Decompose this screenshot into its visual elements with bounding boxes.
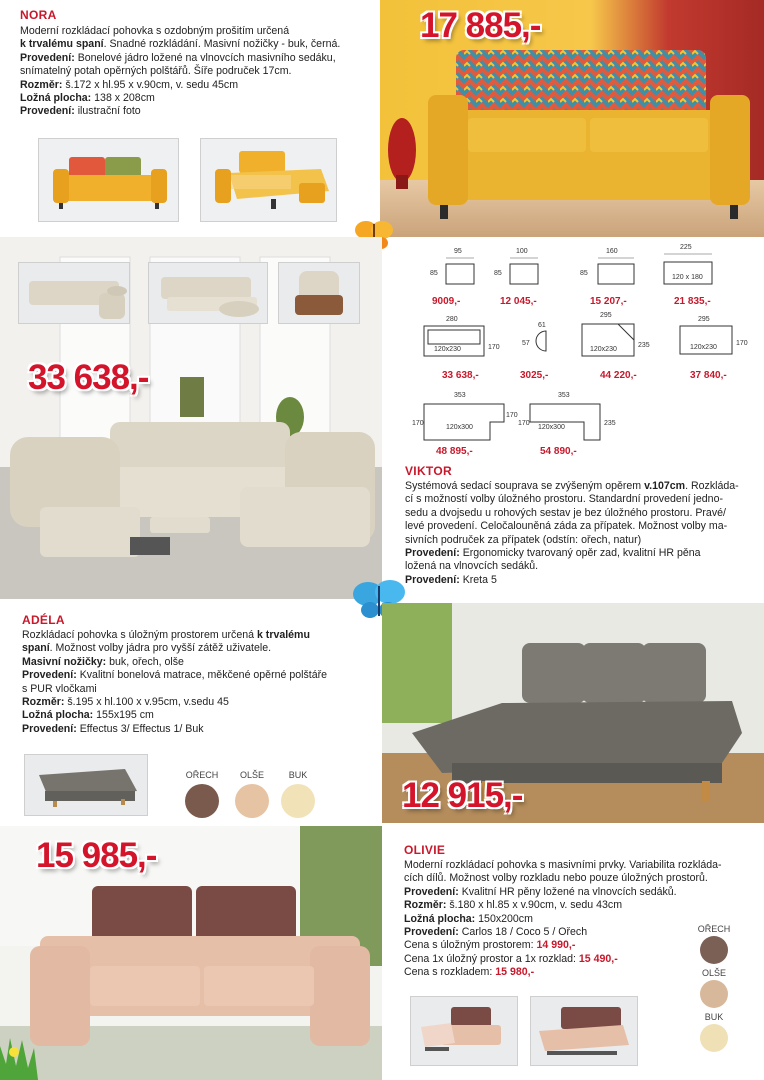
- swatch-label: BUK: [704, 1012, 724, 1022]
- adela-line: Masivní nožičky: buk, ořech, olše: [22, 655, 184, 668]
- viktor-line: cí s možností volby úložného prostoru. Standardní provedení jedno-: [405, 493, 723, 506]
- adela-price: 12 915,-: [402, 776, 523, 815]
- olivie-line: Provedení: Kvalitní HR pěny ložené na vlnovcích sedáků.: [404, 885, 677, 898]
- config-price: 21 835,-: [674, 296, 711, 307]
- adela-line: s PUR vločkami: [22, 682, 97, 695]
- config-width: 295: [698, 316, 710, 323]
- viktor-line: Provedení: Ergonomicky tvarovaný opěr zad, kvalitní HR pěna: [405, 547, 701, 560]
- adela-line: Ložná plocha: 155x195 cm: [22, 709, 154, 722]
- config-width: 353: [454, 392, 466, 399]
- nora-thumb-open: [200, 138, 337, 222]
- config-width: 280: [446, 316, 458, 323]
- config-width: 295: [600, 312, 612, 319]
- olivie-line: Moderní rozkládací pohovka s masivními prvky. Variabilita rozkláda-: [404, 859, 722, 871]
- config-inner: 120x300: [538, 424, 565, 431]
- viktor-line: ložená na vlnovcích sedáků.: [405, 560, 539, 573]
- swatch-beech[interactable]: [700, 1024, 728, 1052]
- swatch-label: OLŠE: [239, 770, 264, 780]
- olivie-line: Provedení: Carlos 18 / Coco 5 / Ořech: [404, 926, 588, 939]
- swatch-walnut[interactable]: [700, 936, 728, 964]
- olivie-line: cích dílů. Možnost volby rozkladu nebo pouze úložných prostorů.: [404, 872, 708, 885]
- config-height: 170: [518, 420, 530, 427]
- config-width: 225: [680, 244, 692, 251]
- swatch-label: OLŠE: [701, 968, 726, 978]
- adela-line: spaní. Možnost volby jádra pro vyšší zátěž uživatele.: [22, 642, 272, 655]
- config-height: 170: [488, 344, 500, 351]
- config-height: 170: [412, 420, 424, 427]
- swatch-alder[interactable]: [235, 784, 269, 818]
- adela-line: Rozměr: š.195 x hl.100 x v.95cm, v.sedu 45: [22, 696, 229, 709]
- olivie-line: Cena s úložným prostorem: 14 990,-: [404, 939, 576, 952]
- nora-price: 17 885,-: [420, 6, 541, 45]
- config-height: 170: [736, 340, 748, 347]
- viktor-config-diagram: [394, 244, 764, 464]
- config-height: 235: [604, 420, 616, 427]
- viktor-line: sivních područek za přípatek (odstín: ořech, natur): [405, 533, 642, 546]
- viktor-line: levé provedení. Celočalouněná záda za přípatek. Možnost volby ma-: [405, 520, 728, 533]
- nora-line: Rozměr: š.172 x hl.95 x v.90cm, v. sedu 45cm: [20, 78, 239, 91]
- nora-line: Provedení: Bonelové jádro ložené na vlnovcích masivního sedáku,: [20, 51, 336, 64]
- sofa-image: [39, 139, 178, 221]
- config-price: 44 220,-: [600, 370, 637, 381]
- swatch-label: BUK: [288, 770, 308, 780]
- config-height: 235: [638, 342, 650, 349]
- viktor-thumb-corner: [18, 262, 130, 324]
- config-inner: 120x230: [590, 346, 617, 353]
- viktor-line: sedu a dvojsedu u rohových sestav je bez úložného prostoru. Pravé/: [405, 506, 726, 519]
- adela-line: Provedení: Effectus 3/ Effectus 1/ Buk: [22, 722, 204, 735]
- olivie-line: Cena 1x úložný prostor a 1x rozklad: 15 490,-: [404, 952, 618, 965]
- config-price: 37 840,-: [690, 370, 727, 381]
- viktor-section: [405, 464, 755, 587]
- adela-swatches: [180, 770, 330, 820]
- config-price: 48 895,-: [436, 446, 473, 457]
- adela-section: [22, 613, 382, 736]
- nora-line: Moderní rozkládací pohovka s ozdobným prošitím určená: [20, 25, 290, 37]
- swatch-alder[interactable]: [700, 980, 728, 1008]
- config-drawings: [394, 244, 764, 464]
- config-height: 85: [430, 270, 438, 277]
- viktor-thumb-chair: [278, 262, 360, 324]
- config-height: 57: [522, 340, 530, 347]
- adela-line: Rozkládací pohovka s úložným prostorem určená k trvalému: [22, 629, 310, 641]
- nora-title: NORA: [20, 8, 57, 22]
- config-inner: 120x300: [446, 424, 473, 431]
- config-inner: 120 x 180: [672, 274, 703, 281]
- swatch-walnut[interactable]: [185, 784, 219, 818]
- nora-line: Provedení: ilustrační foto: [20, 105, 141, 118]
- olivie-thumb-1: [410, 996, 518, 1066]
- nora-line: k trvalému spaní. Snadné rozkládání. Masivní nožičky - buk, černá.: [20, 38, 341, 51]
- viktor-description: [405, 480, 755, 587]
- adela-description: [22, 629, 382, 736]
- swatch-beech[interactable]: [281, 784, 315, 818]
- adela-thumb-open: [24, 754, 148, 816]
- nora-line: Ložná plocha: 138 x 208cm: [20, 92, 155, 105]
- config-width: 61: [538, 322, 546, 329]
- olivie-title: OLIVIE: [404, 843, 446, 857]
- config-height: 85: [580, 270, 588, 277]
- config-inner: 120x230: [434, 346, 461, 353]
- olivie-line: Rozměr: š.180 x hl.85 x v.90cm, v. sedu 43cm: [404, 899, 623, 912]
- viktor-thumb-bed: [148, 262, 268, 324]
- config-height: 85: [494, 270, 502, 277]
- olivie-thumb-2: [530, 996, 638, 1066]
- config-width: 100: [516, 248, 528, 255]
- olivie-swatches: [692, 924, 740, 1080]
- viktor-line: Systémová sedací souprava se zvýšeným opěrem v.107cm. Rozkláda-: [405, 480, 739, 492]
- olivie-line: Cena s rozkladem: 15 980,-: [404, 966, 535, 979]
- viktor-title: VIKTOR: [405, 464, 452, 478]
- config-price: 9009,-: [432, 296, 461, 307]
- olivie-line: Ložná plocha: 150x200cm: [404, 912, 533, 925]
- config-price: 54 890,-: [540, 446, 577, 457]
- swatch-label: OŘECH: [185, 770, 219, 780]
- nora-line: snímatelný potah opěrných polštářů. Šíře područek 17cm.: [20, 65, 292, 78]
- nora-description: [20, 25, 380, 119]
- config-price: 15 207,-: [590, 296, 627, 307]
- nora-thumb-closed: [38, 138, 179, 222]
- config-inner: 120x230: [690, 344, 717, 351]
- swatch-label: OŘECH: [697, 924, 731, 934]
- olivie-price: 15 985,-: [36, 836, 157, 875]
- config-price: 12 045,-: [500, 296, 537, 307]
- nora-section: [20, 8, 380, 119]
- config-price: 3025,-: [520, 370, 549, 381]
- config-width: 353: [558, 392, 570, 399]
- viktor-price: 33 638,-: [28, 358, 149, 397]
- adela-title: ADÉLA: [22, 613, 65, 627]
- config-width: 95: [454, 248, 462, 255]
- config-height: 170: [506, 412, 518, 419]
- viktor-line: Provedení: Kreta 5: [405, 573, 497, 586]
- adela-line: Provedení: Kvalitní bonelová matrace, měkčené opěrné polštáře: [22, 669, 328, 682]
- sofa-bed-image: [201, 139, 336, 221]
- config-price: 33 638,-: [442, 370, 479, 381]
- config-width: 160: [606, 248, 618, 255]
